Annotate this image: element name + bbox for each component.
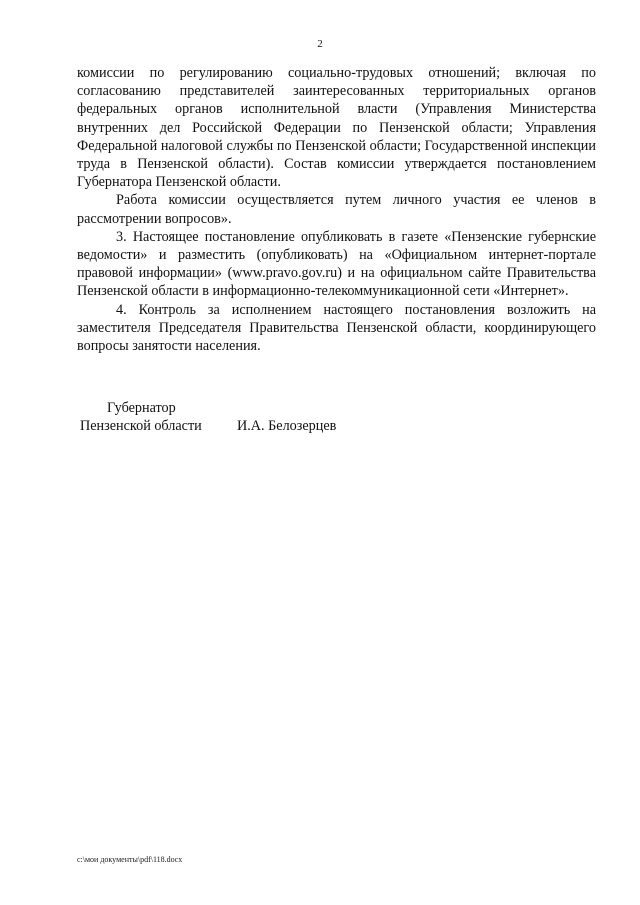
footer-file-path: c:\мои документы\pdf\118.docx — [77, 855, 183, 864]
signature-name: И.А. Белозерцев — [237, 418, 337, 434]
page-number: 2 — [317, 38, 323, 50]
paragraph-publication: 3. Настоящее постановление опубликовать в газете «Пензенские губернские ведомости» и разместить (опубликовать) на «Официальном интернет-портале правовой информации» (www.pravo.gov.ru) и на официальном сайте Правительства Пензенской области в информационно-телекоммуникационной сети «Интернет». — [77, 228, 596, 300]
document-body — [77, 64, 596, 355]
paragraph-control: 4. Контроль за исполнением настоящего постановления возложить на заместителя Председателя Правительства Пензенской области, координирующего вопросы занятости населения. — [77, 301, 596, 355]
paragraph-commission-composition: комиссии по регулированию социально-трудовых отношений; включая по согласованию представителей заинтересованных территориальных органов федеральных органов исполнительной власти (Управления Министерства внутренних дел Российской Федерации по Пензенской области; Управления Федеральной налоговой службы по Пензенской области; Государственной инспекции труда в Пензенской области). Состав комиссии утверждается постановлением Губернатора Пензенской области. — [77, 65, 596, 191]
paragraph-commission-work: Работа комиссии осуществляется путем личного участия ее членов в рассмотрении вопросов». — [77, 192, 596, 227]
signature-title-line2: Пензенской области — [80, 418, 202, 434]
signature-title-line1: Губернатор — [107, 400, 176, 416]
